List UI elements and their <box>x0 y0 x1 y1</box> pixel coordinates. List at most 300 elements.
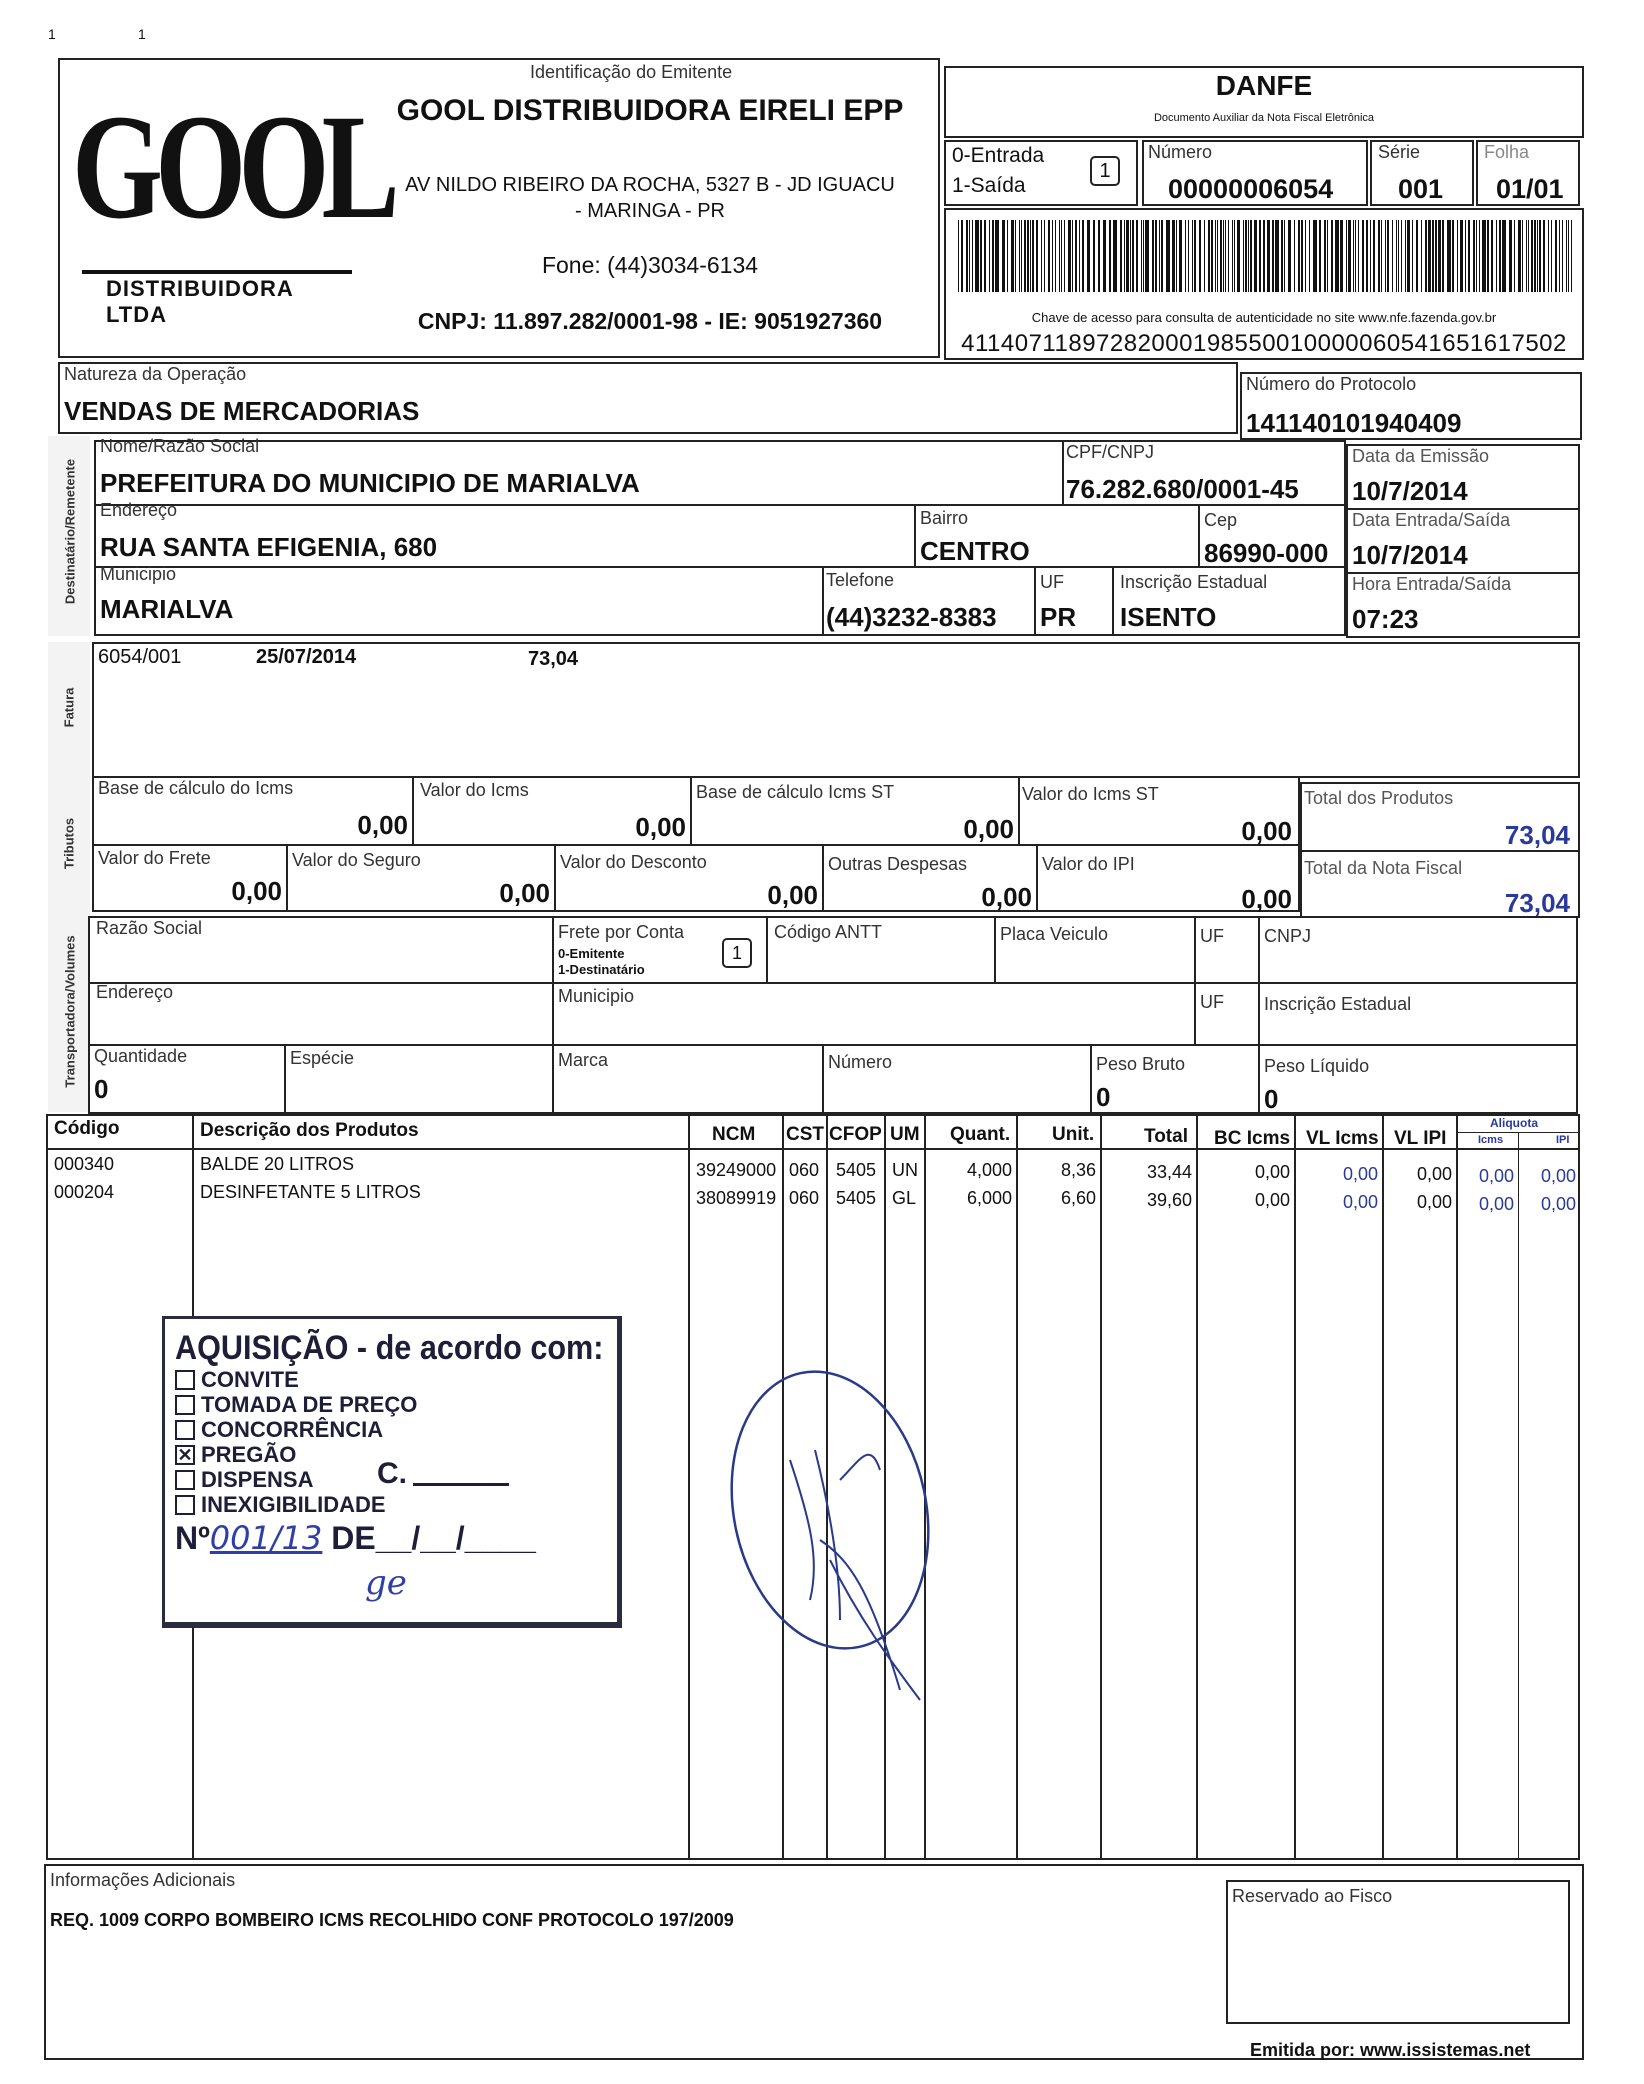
stamp-option-label: PREGÃO <box>201 1441 297 1467</box>
seguro-label: Valor do Seguro <box>292 850 421 870</box>
valor-st-label: Valor do Icms ST <box>1022 784 1159 804</box>
cell-total: 33,44 <box>1146 1162 1192 1182</box>
transp-quantidade-value: 0 <box>94 1074 109 1104</box>
barcode-bar <box>1479 220 1480 292</box>
folha-value: 01/01 <box>1496 174 1564 204</box>
logo-subtext: DISTRIBUIDORA LTDA <box>102 276 362 328</box>
barcode-bar <box>1294 220 1295 292</box>
barcode-bar <box>1248 220 1249 292</box>
barcode-bar <box>1468 220 1470 292</box>
barcode-bar <box>1041 220 1042 292</box>
barcode-bar <box>1007 220 1008 292</box>
th-aliq-icms: Icms <box>1478 1134 1504 1146</box>
adicionais-label: Informações Adicionais <box>50 1870 236 1890</box>
barcode-bar <box>1228 220 1229 292</box>
transp-razao-label: Razão Social <box>96 918 203 938</box>
barcode-bar <box>1021 220 1022 292</box>
stamp-de-label: DE <box>331 1520 376 1556</box>
fisco-label: Reservado ao Fisco <box>1232 1886 1393 1906</box>
barcode-bar <box>1250 220 1252 292</box>
barcode-bar <box>1109 220 1111 292</box>
barcode-bar <box>1385 220 1386 292</box>
stamp-initials: ge <box>365 1563 407 1603</box>
barcode-bar <box>1161 220 1163 292</box>
stamp-c-label: C. <box>377 1457 407 1490</box>
hora-value: 07:23 <box>1352 604 1419 634</box>
signature-icon <box>720 1360 980 1740</box>
barcode-bar <box>1059 220 1060 292</box>
cell-vl-icms: 0,00 <box>1342 1164 1378 1184</box>
acquisition-stamp <box>162 1316 622 1628</box>
frete-value: 0,00 <box>231 876 282 906</box>
barcode-bar <box>1324 220 1326 292</box>
stamp-option <box>175 1367 417 1392</box>
barcode-bar <box>1482 220 1486 292</box>
checkbox-icon <box>175 1370 195 1390</box>
barcode-bar <box>1281 220 1283 292</box>
transp-frete-opt0: 0-Emitente <box>558 946 625 961</box>
barcode-bar <box>1447 220 1451 292</box>
barcode-bar <box>1159 220 1160 292</box>
barcode-bar <box>1416 220 1418 292</box>
barcode-bar <box>1514 220 1515 292</box>
barcode-bar <box>1465 220 1466 292</box>
serie-value: 001 <box>1398 174 1444 204</box>
barcode-bar <box>1502 220 1506 292</box>
barcode-bar <box>1327 220 1328 292</box>
desconto-label: Valor do Desconto <box>560 852 707 872</box>
barcode-bar <box>1457 220 1458 292</box>
protocolo-value: 141140101940409 <box>1246 408 1462 438</box>
barcode-bar <box>1232 220 1233 292</box>
telefone-label: Telefone <box>826 570 895 590</box>
barcode-bar <box>1491 220 1493 292</box>
barcode-bar <box>1245 220 1247 292</box>
barcode-bar <box>1522 220 1523 292</box>
emitter-section-label: Identificação do Emitente <box>530 62 733 82</box>
barcode-bar <box>1378 220 1380 292</box>
barcode-bar <box>1387 220 1389 292</box>
stamp-numero-line: Nº001/13 DE__/__/____ <box>175 1519 536 1557</box>
total-produtos-label: Total dos Produtos <box>1304 788 1454 808</box>
transp-cnpj-label: CNPJ <box>1264 926 1312 946</box>
municipio-value: MARIALVA <box>100 594 234 624</box>
emitter-address-1: AV NILDO RIBEIRO DA ROCHA, 5327 B - JD IGUACU <box>405 174 895 196</box>
barcode-bar <box>1103 220 1106 292</box>
base-st-value: 0,00 <box>963 814 1014 844</box>
transp-frete-opt1: 1-Destinatário <box>558 962 645 977</box>
emitter-phone: Fone: (44)3034-6134 <box>541 252 759 278</box>
barcode-bar <box>1309 220 1310 292</box>
total-nota-label: Total da Nota Fiscal <box>1304 858 1463 878</box>
desconto-value: 0,00 <box>767 880 818 910</box>
stamp-option-label: TOMADA DE PREÇO <box>201 1391 418 1417</box>
barcode-bar <box>980 220 982 292</box>
transp-frete-value: 1 <box>722 938 752 968</box>
barcode-bar <box>1392 220 1393 292</box>
cnpj-label: CPF/CNPJ <box>1066 442 1155 462</box>
total-nota-value: 73,04 <box>1504 888 1570 918</box>
barcode-bar <box>1528 220 1529 292</box>
barcode-bar <box>1132 220 1134 292</box>
barcode-bar <box>1509 220 1512 292</box>
transp-ie-label: Inscrição Estadual <box>1264 994 1412 1014</box>
barcode-bar <box>1551 220 1552 292</box>
th-unit: Unit. <box>1052 1124 1095 1145</box>
cell-unit: 6,60 <box>1060 1188 1096 1208</box>
natureza-value: VENDAS DE MERCADORIAS <box>64 396 420 426</box>
transp-quantidade-label: Quantidade <box>94 1046 188 1066</box>
cell-bc-icms: 0,00 <box>1254 1190 1290 1210</box>
cell-quant: 4,000 <box>966 1160 1012 1180</box>
barcode-bar <box>1263 220 1265 292</box>
cell-cfop: 5405 <box>836 1160 877 1180</box>
barcode-bar <box>1055 220 1056 292</box>
fatura-numero: 6054/001 <box>98 646 182 668</box>
barcode-bar <box>1032 220 1034 292</box>
frete-label: Valor do Frete <box>98 848 211 868</box>
ipi-value: 0,00 <box>1241 884 1292 914</box>
barcode-bar <box>992 220 994 292</box>
transp-antt-label: Código ANTT <box>774 922 883 942</box>
barcode-bar <box>1064 220 1065 292</box>
barcode-bar <box>1353 220 1354 292</box>
cell-cfop: 5405 <box>836 1188 877 1208</box>
stamp-option <box>175 1417 417 1442</box>
base-icms-value: 0,00 <box>357 810 408 840</box>
nome-value: PREFEITURA DO MUNICIPIO DE MARIALVA <box>100 468 640 498</box>
barcode-bar <box>1166 220 1170 292</box>
barcode-bar <box>1048 220 1050 292</box>
cell-codigo: 000204 <box>54 1182 115 1202</box>
barcode-bar <box>1019 220 1020 292</box>
barcode-bar <box>1036 220 1038 292</box>
transportadora-box <box>88 916 1578 1114</box>
barcode-bar <box>1155 220 1157 292</box>
transp-peso-liquido-label: Peso Líquido <box>1264 1056 1370 1076</box>
barcode-bar <box>958 220 959 292</box>
endereco-label: Endereço <box>100 500 178 520</box>
entrada-saida-label: Data Entrada/Saída <box>1352 510 1511 530</box>
barcode-bar <box>1335 220 1339 292</box>
barcode-bar <box>1518 220 1521 292</box>
numero-label: Número <box>1148 142 1213 162</box>
cell-descricao: BALDE 20 LITROS <box>200 1154 355 1174</box>
tributos-side-label: Tributos <box>61 817 77 870</box>
barcode-bar <box>966 220 968 292</box>
folha-label: Folha <box>1484 142 1530 162</box>
entrada-saida-value: 10/7/2014 <box>1352 540 1468 570</box>
barcode-bar <box>969 220 970 292</box>
cell-aliq-ipi: 0,00 <box>1540 1166 1576 1186</box>
cell-um: GL <box>892 1188 917 1208</box>
barcode-bar <box>1204 220 1205 292</box>
barcode-bar <box>1087 220 1090 292</box>
barcode-bar <box>1194 220 1196 292</box>
barcode-bar <box>1534 220 1536 292</box>
barcode-bar <box>1559 220 1560 292</box>
emitter-address-2: - MARINGA - PR <box>574 200 725 222</box>
barcode-bar <box>1452 220 1454 292</box>
transp-numero-label: Número <box>828 1052 893 1072</box>
barcode-bar <box>1145 220 1149 292</box>
barcode-bar <box>1192 220 1193 292</box>
barcode-bar <box>1275 220 1279 292</box>
checkbox-icon <box>175 1470 195 1490</box>
tipo-entrada: 0-Entrada <box>952 144 1045 167</box>
cell-bc-icms: 0,00 <box>1254 1162 1290 1182</box>
cell-vl-ipi: 0,00 <box>1416 1192 1452 1212</box>
barcode-bar <box>1052 220 1053 292</box>
barcode-bar <box>1211 220 1213 292</box>
barcode-bar <box>1425 220 1427 292</box>
barcode-bar <box>1568 220 1569 292</box>
barcode-bar <box>1120 220 1122 292</box>
barcode-bar <box>984 220 986 292</box>
transportadora-side-label: Transportadora/Volumes <box>62 935 78 1088</box>
uf-label: UF <box>1040 572 1064 592</box>
barcode-bar <box>1346 220 1347 292</box>
cell-aliq-icms: 0,00 <box>1478 1194 1514 1214</box>
barcode-bar <box>1381 220 1382 292</box>
barcode-bar <box>1072 220 1073 292</box>
valor-icms-label: Valor do Icms <box>420 780 529 800</box>
barcode-bar <box>1217 220 1218 292</box>
transp-uf2-label: UF <box>1200 992 1224 1012</box>
barcode-bar <box>1562 220 1563 292</box>
barcode-bar <box>1220 220 1222 292</box>
th-descricao: Descrição dos Produtos <box>200 1120 419 1141</box>
th-vl-icms: VL Icms <box>1306 1128 1379 1149</box>
transp-peso-bruto-value: 0 <box>1096 1082 1111 1112</box>
th-um: UM <box>890 1124 920 1145</box>
bairro-label: Bairro <box>920 508 969 528</box>
barcode-bar <box>1185 220 1186 292</box>
chave-value: 41140711897282000198550010000060541651617502 <box>961 330 1567 357</box>
barcode-bar <box>1143 220 1144 292</box>
cell-codigo: 000340 <box>54 1154 115 1174</box>
barcode-bar <box>961 220 963 292</box>
th-cst: CST <box>786 1124 824 1145</box>
barcode-bar <box>1234 220 1235 292</box>
uf-value: PR <box>1040 602 1077 632</box>
barcode-bar <box>1319 220 1321 292</box>
barcode-bar <box>1267 220 1270 292</box>
barcode-bar <box>1412 220 1413 292</box>
barcode-bar <box>1124 220 1125 292</box>
base-st-label: Base de cálculo Icms ST <box>696 782 895 802</box>
transp-endereco-label: Endereço <box>96 982 174 1002</box>
emissao-value: 10/7/2014 <box>1352 476 1468 506</box>
cell-cst: 060 <box>789 1188 820 1208</box>
transp-especie-label: Espécie <box>290 1048 355 1068</box>
cell-unit: 8,36 <box>1060 1160 1096 1180</box>
barcode-bar <box>1435 220 1437 292</box>
fatura-side-label: Fatura <box>61 687 77 728</box>
barcode-bar <box>1476 220 1477 292</box>
barcode-bar <box>1331 220 1333 292</box>
checkbox-icon <box>175 1495 195 1515</box>
stamp-option <box>175 1492 417 1517</box>
valor-icms-value: 0,00 <box>635 812 686 842</box>
stamp-option <box>175 1392 417 1417</box>
th-vl-ipi: VL IPI <box>1394 1128 1447 1149</box>
barcode-bar <box>1298 220 1300 292</box>
barcode-bar <box>1473 220 1475 292</box>
stamp-option-label: DISPENSA <box>201 1466 314 1492</box>
serie-label: Série <box>1378 142 1421 162</box>
barcode-bar <box>1373 220 1375 292</box>
cep-value: 86990-000 <box>1204 538 1329 568</box>
barcode-bar <box>1199 220 1201 292</box>
cell-ncm: 38089919 <box>696 1188 777 1208</box>
barcode-bar <box>995 220 999 292</box>
stamp-options <box>175 1367 417 1517</box>
barcode-bar <box>1301 220 1303 292</box>
transp-marca-label: Marca <box>558 1050 609 1070</box>
chave-label: Chave de acesso para consulta de autenticidade no site www.nfe.fazenda.gov.br <box>1031 310 1497 325</box>
barcode-bar <box>1126 220 1129 292</box>
barcode-bar <box>1460 220 1463 292</box>
barcode-bar <box>1405 220 1406 292</box>
cell-aliq-icms: 0,00 <box>1478 1166 1514 1186</box>
barcode-bar <box>1136 220 1138 292</box>
valor-st-value: 0,00 <box>1241 816 1292 846</box>
emitter-name: GOOL DISTRIBUIDORA EIRELI EPP <box>396 94 904 127</box>
barcode-bar <box>975 220 979 292</box>
barcode-bar <box>1348 220 1351 292</box>
barcode-bar <box>1015 220 1016 292</box>
barcode-bar <box>1526 220 1527 292</box>
destinatario-side-label: Destinatário/Remetente <box>62 458 78 605</box>
cell-ncm: 39249000 <box>696 1160 777 1180</box>
transp-peso-bruto-label: Peso Bruto <box>1096 1054 1186 1074</box>
transp-frete-label: Frete por Conta <box>558 922 685 942</box>
bairro-value: CENTRO <box>920 536 1030 566</box>
barcode-bar <box>1113 220 1117 292</box>
logo-text: GOOL <box>72 84 392 250</box>
barcode-icon <box>958 220 1572 292</box>
barcode-bar <box>1398 220 1399 292</box>
cell-um: UN <box>892 1160 918 1180</box>
barcode-bar <box>1130 220 1131 292</box>
tipo-saida: 1-Saída <box>952 174 1026 197</box>
barcode-bar <box>1215 220 1216 292</box>
cell-cst: 060 <box>789 1160 820 1180</box>
barcode-bar <box>1259 220 1261 292</box>
barcode-bar <box>972 220 973 292</box>
barcode-bar <box>1432 220 1434 292</box>
adicionais-text: REQ. 1009 CORPO BOMBEIRO ICMS RECOLHIDO CONF PROTOCOLO 197/2009 <box>50 1910 734 1930</box>
cnpj-value: 76.282.680/0001-45 <box>1066 474 1299 504</box>
ipi-label: Valor do IPI <box>1042 854 1135 874</box>
barcode-bar <box>1152 220 1154 292</box>
seguro-value: 0,00 <box>499 878 550 908</box>
barcode-bar <box>1002 220 1005 292</box>
th-codigo: Código <box>54 1118 120 1139</box>
emitter-cnpj-ie: CNPJ: 11.897.282/0001-98 - IE: 9051927360 <box>417 308 883 334</box>
barcode-bar <box>1370 220 1371 292</box>
barcode-bar <box>1566 220 1567 292</box>
barcode-bar <box>1237 220 1240 292</box>
barcode-bar <box>1428 220 1431 292</box>
th-aliquota: Aliquota <box>1490 1116 1538 1130</box>
th-bc-icms: BC Icms <box>1214 1128 1291 1149</box>
barcode-bar <box>1223 220 1224 292</box>
transp-municipio-label: Municipio <box>558 986 635 1006</box>
outras-value: 0,00 <box>981 882 1032 912</box>
barcode-bar <box>1555 220 1557 292</box>
barcode-bar <box>1358 220 1359 292</box>
barcode-bar <box>1531 220 1533 292</box>
ie-value: ISENTO <box>1120 602 1217 632</box>
barcode-bar <box>1548 220 1549 292</box>
cell-quant: 6,000 <box>966 1188 1012 1208</box>
barcode-bar <box>1079 220 1080 292</box>
telefone-value: (44)3232-8383 <box>826 602 997 632</box>
stamp-option-label: CONVITE <box>201 1366 299 1392</box>
barcode-bar <box>1571 220 1572 292</box>
barcode-bar <box>989 220 990 292</box>
barcode-bar <box>1188 220 1189 292</box>
fatura-vencimento: 25/07/2014 <box>256 646 357 668</box>
stamp-option-label: INEXIGIBILIDADE <box>201 1491 386 1517</box>
natureza-label: Natureza da Operação <box>64 364 247 384</box>
barcode-bar <box>1396 220 1397 292</box>
cell-total: 39,60 <box>1146 1190 1192 1210</box>
transp-peso-liquido-value: 0 <box>1264 1084 1279 1114</box>
hora-label: Hora Entrada/Saída <box>1352 574 1512 594</box>
barcode-bar <box>1366 220 1368 292</box>
stamp-title: AQUISIÇÃO - de acordo com: <box>175 1329 604 1367</box>
checkbox-icon <box>175 1395 195 1415</box>
company-logo <box>72 84 392 327</box>
barcode-bar <box>1075 220 1077 292</box>
barcode-bar <box>1011 220 1014 292</box>
barcode-bar <box>1254 220 1257 292</box>
th-total: Total <box>1144 1126 1188 1147</box>
emitida-por: Emitida por: www.issistemas.net <box>1250 2040 1531 2060</box>
barcode-bar <box>1030 220 1031 292</box>
barcode-bar <box>1401 220 1402 292</box>
barcode-bar <box>1272 220 1274 292</box>
barcode-bar <box>1543 220 1545 292</box>
base-icms-label: Base de cálculo do Icms <box>98 778 294 798</box>
barcode-bar <box>1176 220 1177 292</box>
th-ncm: NCM <box>712 1124 756 1145</box>
transp-uf-label: UF <box>1200 926 1224 946</box>
barcode-bar <box>1098 220 1100 292</box>
protocolo-label: Número do Protocolo <box>1246 374 1417 394</box>
th-quant: Quant. <box>950 1124 1011 1145</box>
danfe-subtitle: Documento Auxiliar da Nota Fiscal Eletrônica <box>1153 112 1375 124</box>
barcode-bar <box>1499 220 1501 292</box>
numero-value: 00000006054 <box>1168 174 1334 204</box>
barcode-bar <box>1082 220 1084 292</box>
barcode-bar <box>1487 220 1489 292</box>
barcode-bar <box>1496 220 1497 292</box>
barcode-bar <box>1421 220 1422 292</box>
total-produtos-value: 73,04 <box>1504 820 1570 850</box>
barcode-bar <box>1093 220 1095 292</box>
barcode-bar <box>1027 220 1029 292</box>
barcode-bar <box>1044 220 1045 292</box>
fatura-valor: 73,04 <box>528 648 579 670</box>
cell-vl-icms: 0,00 <box>1342 1192 1378 1212</box>
cep-label: Cep <box>1204 510 1238 530</box>
barcode-bar <box>1068 220 1071 292</box>
nome-label: Nome/Razão Social <box>100 436 260 456</box>
